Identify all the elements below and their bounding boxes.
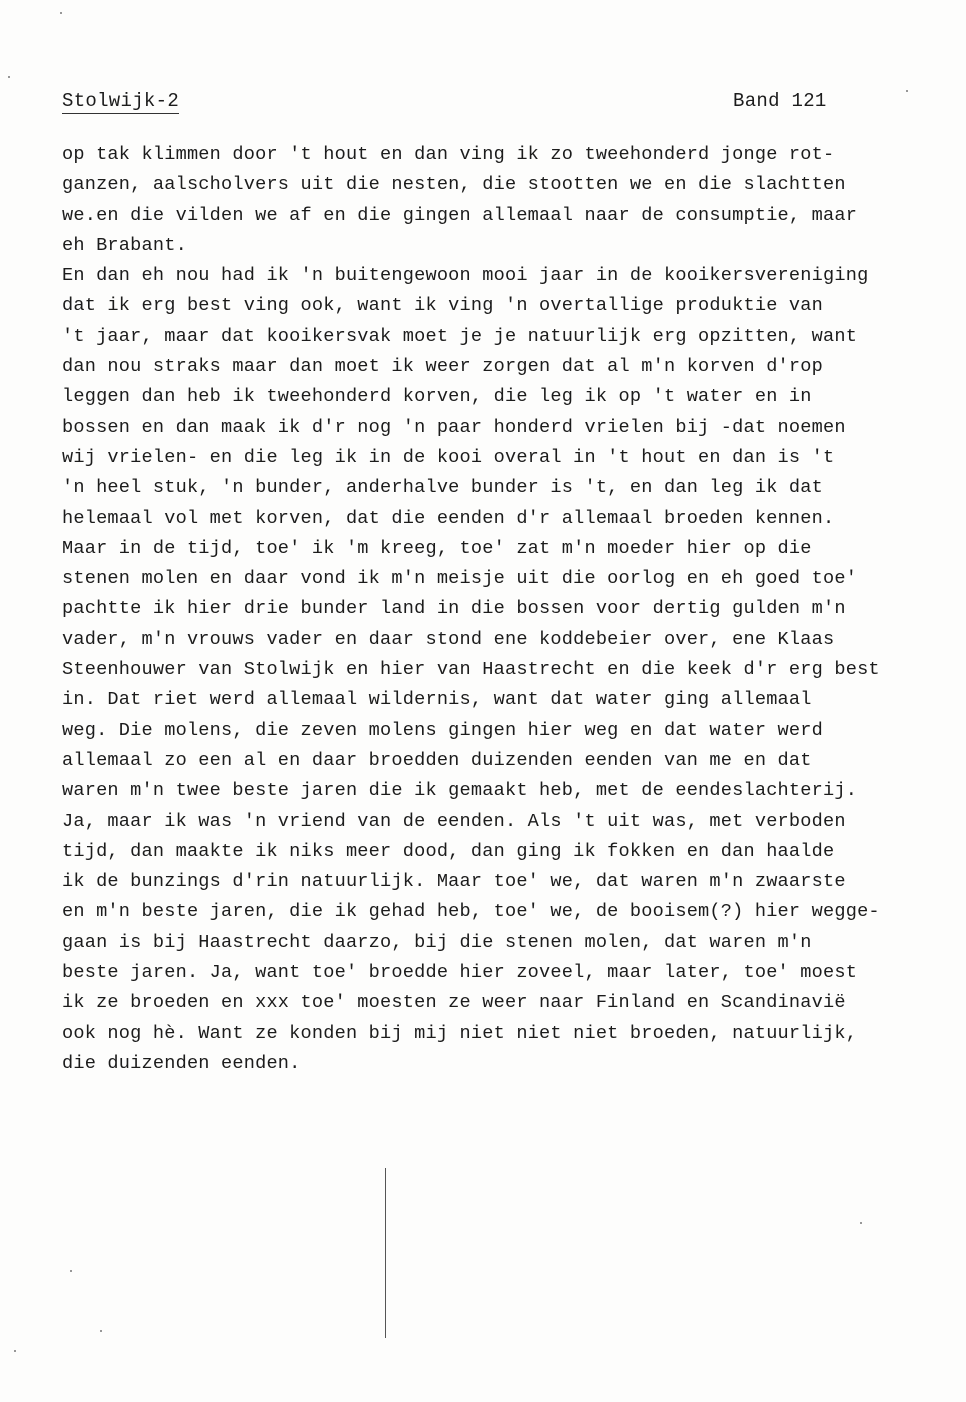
text-line: ganzen, aalscholvers uit die nesten, die stootten we en die slachtten: [62, 174, 846, 196]
text-line: waren m'n twee beste jaren die ik gemaakt heb, met de eendeslachterij.: [62, 780, 858, 802]
text-line: in. Dat riet werd allemaal wildernis, want dat water ging allemaal: [62, 689, 812, 711]
text-line: 'n heel stuk, 'n bunder, anderhalve bunder is 't, en dan leg ik dat: [62, 477, 823, 499]
text-line: ik de bunzings d'rin natuurlijk. Maar toe' we, dat waren m'n zwaarste: [62, 871, 846, 893]
text-line: we.en die vilden we af en die gingen allemaal naar de consumptie, maar: [62, 204, 858, 226]
text-line: tijd, dan maakte ik niks meer dood, dan ging ik fokken en dan haalde: [62, 840, 835, 862]
text-line: wij vrielen- en die leg ik in de kooi overal in 't hout en dan is 't: [62, 446, 835, 468]
text-line: weg. Die molens, die zeven molens gingen hier weg en dat water werd: [62, 719, 823, 741]
band-number-header: Band 121: [733, 90, 827, 112]
text-line: stenen molen en daar vond ik m'n meisje uit die oorlog en eh goed toe': [62, 568, 858, 590]
text-line: allemaal zo een al en daar broedden duizenden eenden van me en dat: [62, 749, 812, 771]
text-line: Steenhouwer van Stolwijk en hier van Haastrecht en die keek d'r erg best: [62, 659, 880, 681]
text-line: die duizenden eenden.: [62, 1052, 301, 1074]
text-line: gaan is bij Haastrecht daarzo, bij die stenen molen, dat waren m'n: [62, 931, 812, 953]
scan-speck: [60, 12, 62, 14]
text-line: ook nog hè. Want ze konden bij mij niet niet niet broeden, natuurlijk,: [62, 1022, 858, 1044]
text-line: Ja, maar ik was 'n vriend van de eenden. Als 't uit was, met verboden: [62, 810, 846, 832]
vertical-margin-rule: [385, 1168, 386, 1338]
text-line: pachtte ik hier drie bunder land in die bossen voor dertig gulden m'n: [62, 598, 846, 620]
scan-speck: [100, 1330, 102, 1332]
text-line: dat ik erg best ving ook, want ik ving 'n overtallige produktie van: [62, 295, 823, 317]
text-line: beste jaren. Ja, want toe' broedde hier zoveel, maar later, toe' moest: [62, 962, 858, 984]
text-line: op tak klimmen door 't hout en dan ving ik zo tweehonderd jonge rot-: [62, 144, 835, 165]
text-line: helemaal vol met korven, dat die eenden d'r allemaal broeden kennen.: [62, 507, 835, 529]
text-line: bossen en dan maak ik d'r nog 'n paar honderd vrielen bij -dat noemen: [62, 416, 846, 438]
text-line: En dan eh nou had ik 'n buitengewoon mooi jaar in de kooikersvereniging: [62, 265, 869, 287]
scan-speck: [8, 76, 10, 78]
document-location-header: Stolwijk-2: [62, 90, 180, 112]
text-line: 't jaar, maar dat kooikersvak moet je je natuurlijk erg opzitten, want: [62, 325, 858, 347]
text-line: leggen dan heb ik tweehonderd korven, die leg ik op 't water en in: [62, 386, 812, 408]
text-line: vader, m'n vrouws vader en daar stond ene koddebeier over, ene Klaas: [62, 628, 835, 650]
scan-speck: [70, 1270, 72, 1272]
transcript-body: [62, 140, 962, 1079]
text-line: ik ze broeden en xxx toe' moesten ze weer naar Finland en Scandinavië: [62, 992, 846, 1014]
text-line: en m'n beste jaren, die ik gehad heb, toe' we, de booisem(?) hier wegge-: [62, 901, 880, 923]
text-line: dan nou straks maar dan moet ik weer zorgen dat al m'n korven d'rop: [62, 356, 823, 378]
scan-speck: [906, 90, 908, 92]
scan-speck: [14, 1350, 16, 1352]
scan-speck: [860, 1222, 862, 1224]
text-line: eh Brabant.: [62, 234, 187, 256]
text-line: Maar in de tijd, toe' ik 'm kreeg, toe' zat m'n moeder hier op die: [62, 537, 812, 559]
